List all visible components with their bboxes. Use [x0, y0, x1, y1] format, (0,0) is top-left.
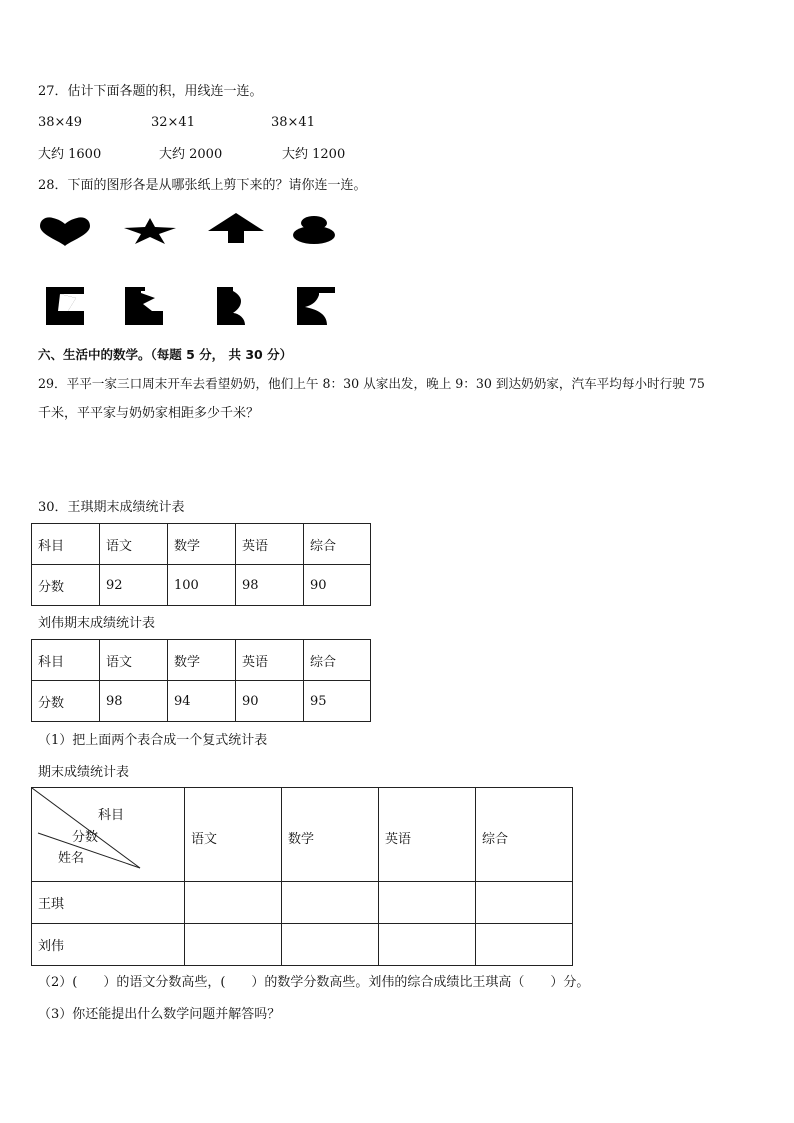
table-cell: 98 [100, 681, 168, 722]
answer-cell[interactable] [379, 882, 476, 924]
section-6-heading: 六、生活中的数学。（每题 5 分， 共 30 分） [38, 347, 293, 362]
table-cell: 95 [304, 681, 371, 722]
table-cell: 综合 [304, 524, 371, 565]
table-row [32, 882, 573, 924]
table-cell: 语文 [100, 640, 168, 681]
table-header-row [32, 640, 371, 681]
table-header-row [32, 524, 371, 565]
table-cell: 科目 [32, 524, 100, 565]
q29-line-2: 千米，平平家与奶奶家相距多少千米？ [38, 406, 260, 421]
table-cell: 英语 [236, 524, 304, 565]
answer-cell[interactable] [282, 924, 379, 966]
table-cell: 90 [236, 681, 304, 722]
arrow-up-icon [208, 213, 264, 243]
table-cell: 92 [100, 565, 168, 606]
table-cell: 数学 [168, 640, 236, 681]
star-icon [124, 218, 176, 244]
table-cell: 98 [236, 565, 304, 606]
answer-cell[interactable] [476, 882, 573, 924]
table-cell: 英语 [236, 640, 304, 681]
column-header: 语文 [185, 788, 282, 882]
diagonal-header-cell [32, 788, 185, 882]
q30-title: 30．王琪期末成绩统计表 [38, 500, 185, 515]
answer-cell[interactable] [282, 882, 379, 924]
q28-title: 28．下面的图形各是从哪张纸上剪下来的？请你连一连。 [38, 178, 367, 193]
table-cell: 语文 [100, 524, 168, 565]
table-row [32, 924, 573, 966]
paper-cutout-d [297, 287, 335, 325]
q27-estimate-2: 大约 2000 [159, 147, 223, 162]
wangqi-score-table [31, 523, 371, 606]
answer-cell[interactable] [185, 924, 282, 966]
answer-cell[interactable] [476, 924, 573, 966]
q27-expression-1: 38×49 [38, 115, 82, 130]
combo-table-title: 期末成绩统计表 [38, 765, 130, 780]
row-header: 刘伟 [32, 924, 185, 966]
heart-icon [38, 216, 92, 246]
table-cell: 综合 [304, 640, 371, 681]
diagonal-label-name: 姓名 [58, 851, 85, 866]
paper-cutout-c [217, 287, 255, 325]
q27-estimate-1: 大约 1600 [38, 147, 102, 162]
column-header: 英语 [379, 788, 476, 882]
liuwei-table-title: 刘伟期末成绩统计表 [38, 616, 156, 631]
snowman-blob-icon [292, 216, 336, 244]
table-cell: 科目 [32, 640, 100, 681]
answer-cell[interactable] [185, 882, 282, 924]
answer-cell[interactable] [379, 924, 476, 966]
table-cell: 数学 [168, 524, 236, 565]
table-cell: 分数 [32, 565, 100, 606]
table-cell: 100 [168, 565, 236, 606]
q30-part-1: （1）把上面两个表合成一个复式统计表 [38, 733, 268, 748]
diagonal-label-score: 分数 [72, 830, 99, 845]
q29-line-1: 29．平平一家三口周末开车去看望奶奶，他们上午 8：30 从家出发，晚上 9：30 到达奶奶家，汽车平均每小时行驶 75 [38, 376, 705, 391]
q27-estimate-3: 大约 1200 [282, 147, 346, 162]
diagonal-label-subject: 科目 [98, 808, 125, 823]
table-cell: 分数 [32, 681, 100, 722]
table-header-row [32, 788, 573, 882]
q30-part-3: （3）你还能提出什么数学问题并解答吗？ [38, 1007, 281, 1022]
q27-expression-2: 32×41 [151, 115, 195, 130]
paper-cutout-a [46, 287, 84, 325]
liuwei-score-table [31, 639, 371, 722]
paper-cutout-b [125, 287, 163, 325]
table-row [32, 565, 371, 606]
column-header: 数学 [282, 788, 379, 882]
table-cell: 94 [168, 681, 236, 722]
row-header: 王琪 [32, 882, 185, 924]
column-header: 综合 [476, 788, 573, 882]
diagonal-lines [32, 788, 184, 881]
table-cell: 90 [304, 565, 371, 606]
table-row [32, 681, 371, 722]
combined-score-table [31, 787, 573, 966]
q27-title: 27．估计下面各题的积，用线连一连。 [38, 84, 263, 99]
q27-expression-3: 38×41 [271, 115, 315, 130]
q30-part-2: （2）( ）的语文分数高些，( ）的数学分数高些。刘伟的综合成绩比王琪高（ ）分。 [38, 975, 590, 990]
